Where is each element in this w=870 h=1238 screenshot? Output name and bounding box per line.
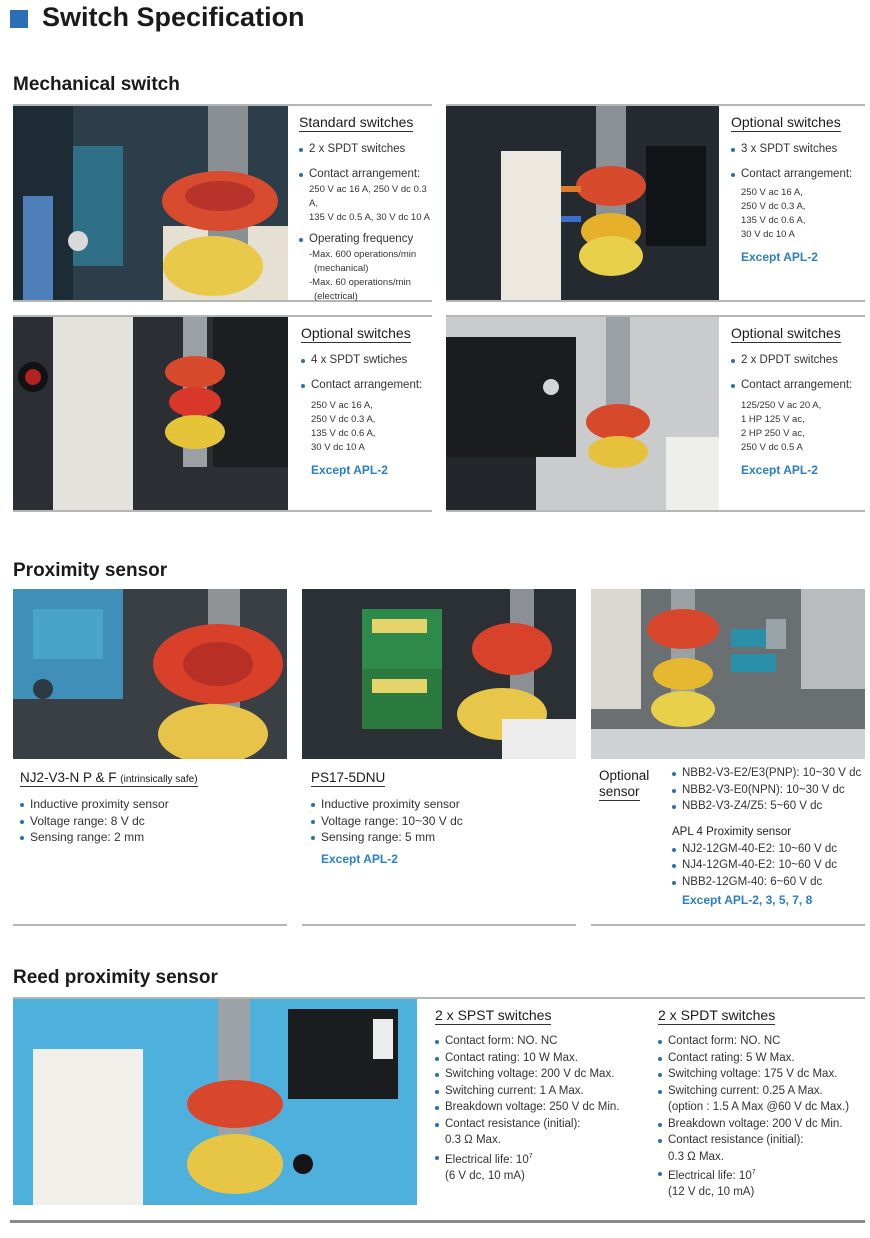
electrical-life-exponent: 7	[528, 1152, 533, 1160]
reed-spec	[658, 1165, 865, 1184]
mech-card-optional-3spdt	[446, 104, 865, 302]
spec-item: Contact arrangement:	[301, 377, 433, 394]
sensor-spec: Sensing range: 5 mm	[311, 829, 576, 846]
reed-spst-title: 2 x SPST switches	[435, 1007, 552, 1023]
card-title: Optional switches	[301, 325, 411, 341]
reed-spec: Breakdown voltage: 250 V dc Min.	[435, 1099, 650, 1116]
spec-item: 2 x DPDT switches	[731, 352, 865, 369]
sensor-spec: Inductive proximity sensor	[20, 796, 287, 813]
spec-detail: 135 V dc 0.5 A, 30 V dc 10 A	[309, 212, 430, 223]
section-heading-proximity: Proximity sensor	[13, 560, 168, 581]
sensor-spec: Inductive proximity sensor	[311, 796, 576, 813]
sensor-title-text: NJ2-V3-N P & F	[20, 770, 117, 785]
prox-card-ps17	[302, 589, 576, 926]
sensor-spec: NBB2-12GM-40: 6~60 V dc	[672, 874, 865, 891]
electrical-life-exponent: 7	[751, 1169, 756, 1176]
optional-sensor-label-line1: Optional	[599, 768, 650, 783]
reed-photo	[13, 999, 417, 1205]
reed-spec: Contact resistance (initial):	[435, 1116, 650, 1133]
sensor-spec: NJ2-12GM-40-E2: 10~60 V dc	[672, 841, 865, 858]
prox-card-nj2	[13, 589, 287, 926]
reed-spec-detail: (option : 1.5 A Max @60 V dc Max.)	[668, 1101, 850, 1113]
spec-detail: 2 HP 250 V ac,	[741, 428, 805, 439]
spec-detail: 250 V ac 16 A,	[311, 400, 373, 411]
mech-card-optional-4spdt	[13, 315, 432, 512]
page-title: Switch Specification	[42, 2, 305, 32]
spec-detail: 1 HP 125 V ac,	[741, 414, 805, 425]
spec-detail: -Max. 60 operations/min	[309, 277, 411, 288]
card-title: Optional switches	[731, 114, 841, 130]
reed-spec-detail: 0.3 Ω Max.	[445, 1134, 501, 1146]
mech-card-standard	[13, 104, 432, 302]
spec-detail: 250 V ac 16 A,	[741, 187, 803, 198]
spec-detail: 250 V dc 0.5 A	[741, 442, 803, 453]
reed-spec-detail: (12 V dc, 10 mA)	[668, 1186, 755, 1199]
spec-detail: (electrical)	[314, 291, 358, 302]
sensor-title: PS17-5DNU	[311, 770, 386, 785]
spec-item: 4 x SPDT swtiches	[301, 352, 433, 369]
except-note: Except APL-2	[741, 463, 818, 477]
sensor-spec: Voltage range: 10~30 V dc	[311, 813, 576, 830]
sensor-spec: Sensing range: 2 mm	[20, 829, 287, 846]
spec-item: Contact arrangement:	[731, 377, 865, 394]
reed-spec	[435, 1149, 650, 1168]
mech-card-optional-2dpdt	[446, 315, 865, 512]
reed-spec: Contact form: NO. NC	[435, 1033, 650, 1050]
spec-detail: 250 V ac 16 A, 250 V dc 0.3 A,	[309, 184, 427, 209]
spec-detail: 30 V dc 10 A	[741, 229, 795, 240]
spec-detail: 250 V dc 0.3 A,	[741, 201, 806, 212]
reed-spdt-title: 2 x SPDT switches	[658, 1007, 776, 1023]
spec-detail: -Max. 600 operations/min	[309, 249, 417, 260]
title-square-icon	[10, 10, 28, 28]
section-heading-mechanical: Mechanical switch	[13, 74, 180, 95]
reed-spec: Breakdown voltage: 200 V dc Min.	[658, 1116, 865, 1133]
sensor-spec: NBB2-V3-E0(NPN): 10~30 V dc	[672, 782, 865, 799]
prox-card-optional	[591, 589, 865, 926]
sensor-photo	[302, 589, 576, 759]
sensor-title-note: (intrinsically safe)	[120, 774, 198, 785]
optional-sensor-label-line2: sensor	[599, 784, 640, 799]
sensor-spec: NBB2-V3-Z4/Z5: 5~60 V dc	[672, 798, 865, 815]
optional-sensor-label	[599, 768, 669, 801]
except-note: Except APL-2, 3, 5, 7, 8	[682, 893, 813, 907]
reed-spec: Switching voltage: 200 V dc Max.	[435, 1066, 650, 1083]
sensor-spec: NJ4-12GM-40-E2: 10~60 V dc	[672, 857, 865, 874]
spec-item: 3 x SPDT switches	[731, 141, 865, 158]
sensor-title	[20, 770, 198, 787]
reed-spec-detail: 0.3 Ω Max.	[668, 1150, 724, 1163]
spec-item: Operating frequency	[299, 231, 433, 248]
spec-detail: (mechanical)	[314, 263, 369, 274]
switch-photo	[13, 317, 288, 510]
spec-detail: 30 V dc 10 A	[311, 442, 365, 453]
reed-spec: Contact form: NO. NC	[658, 1033, 865, 1050]
electrical-life-text: Electrical life: 10	[668, 1169, 752, 1182]
sensor-photo	[591, 589, 865, 759]
switch-photo	[13, 106, 288, 300]
switch-photo	[446, 317, 719, 510]
except-note: Except APL-2	[741, 250, 818, 264]
reed-spec: Switching voltage: 175 V dc Max.	[658, 1066, 865, 1083]
bottom-divider	[10, 1220, 865, 1223]
sensor-spec: Voltage range: 8 V dc	[20, 813, 287, 830]
electrical-life-text: Electrical life: 10	[445, 1153, 529, 1166]
card-title: Standard switches	[299, 114, 414, 130]
reed-spec: Contact rating: 10 W Max.	[435, 1050, 650, 1067]
reed-spec: Contact rating: 5 W Max.	[658, 1050, 865, 1067]
spec-item: Contact arrangement:	[299, 166, 433, 183]
except-note: Except APL-2	[321, 851, 398, 866]
spec-detail: 250 V dc 0.3 A,	[311, 414, 376, 425]
except-note: Except APL-2	[311, 463, 388, 477]
apl4-subtitle: APL 4 Proximity sensor	[672, 825, 792, 838]
sensor-spec: NBB2-V3-E2/E3(PNP): 10~30 V dc	[672, 765, 865, 782]
switch-photo	[446, 106, 719, 300]
spec-detail: 135 V dc 0.6 A,	[311, 428, 376, 439]
reed-spec-detail: (6 V dc, 10 mA)	[445, 1169, 525, 1182]
reed-spec: Contact resistance (initial):	[658, 1132, 865, 1149]
card-title: Optional switches	[731, 325, 841, 341]
reed-card	[13, 997, 865, 1205]
sensor-photo	[13, 589, 287, 759]
spec-item: 2 x SPDT switches	[299, 141, 433, 158]
spec-item: Contact arrangement:	[731, 166, 865, 183]
section-heading-reed: Reed proximity sensor	[13, 967, 218, 988]
reed-spec: Switching current: 1 A Max.	[435, 1083, 650, 1100]
reed-spec: Switching current: 0.25 A Max.	[658, 1083, 865, 1100]
spec-detail: 125/250 V ac 20 A,	[741, 400, 822, 411]
spec-detail: 135 V dc 0.6 A,	[741, 215, 806, 226]
